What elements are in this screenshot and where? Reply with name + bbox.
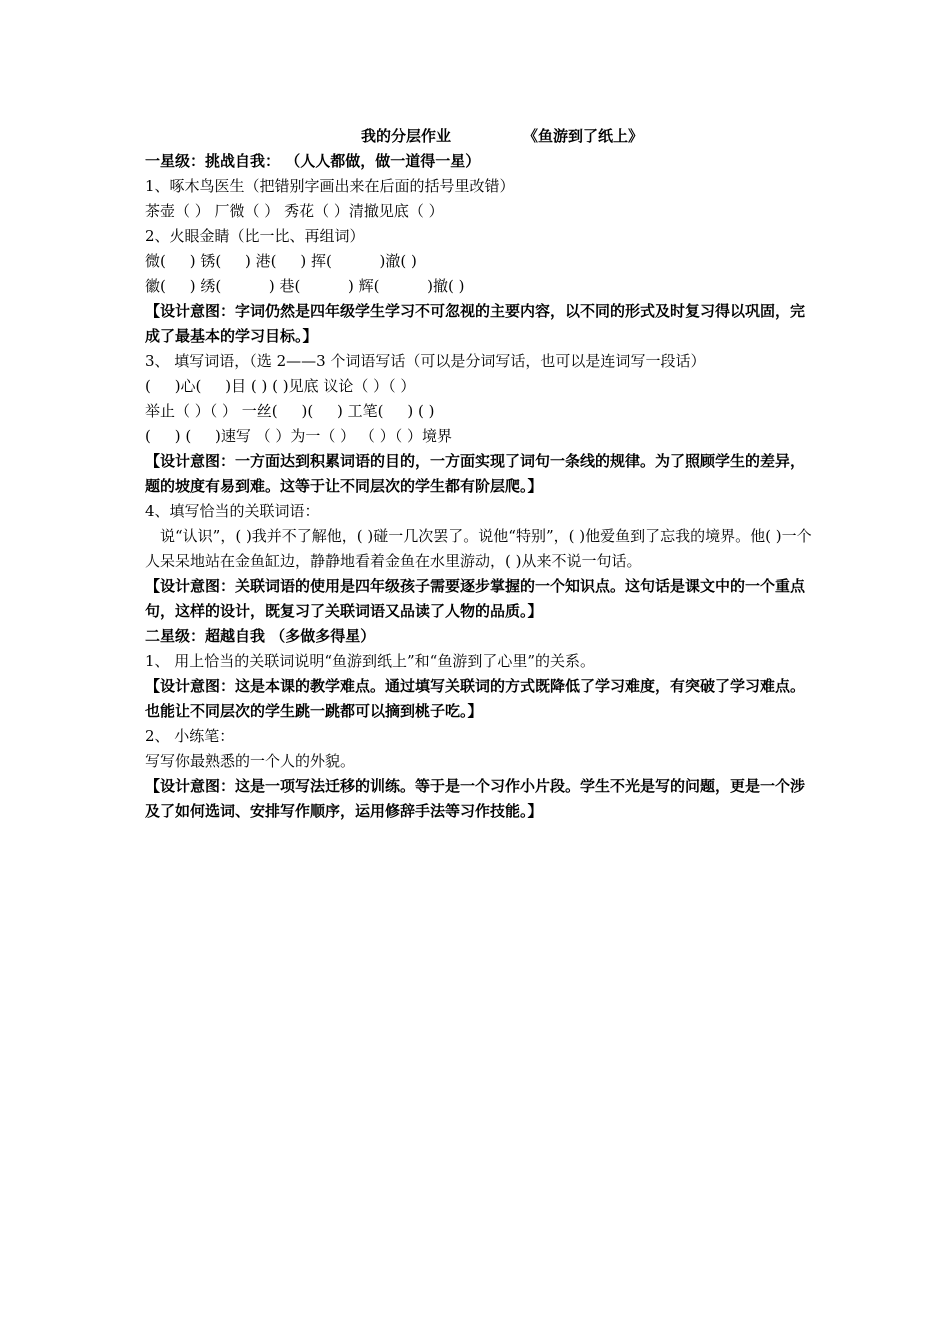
q3-line1: ( )心( )目 ( ) ( )见底 议论（ ）（ ） <box>145 377 416 395</box>
q2-prompt: 2、火眼金睛（比一比、再组词） <box>145 227 365 245</box>
title-main: 我的分层作业 <box>361 127 452 145</box>
q2-line1: 微( ) 锈( ) 港( ) 挥( )澈( ) <box>145 252 417 270</box>
design-intent-1: 【设计意图：字词仍然是四年级学生学习不可忽视的主要内容，以不同的形式及时复习得以巩固，完成了最基本的学习目标。】 <box>145 302 806 345</box>
q3-line3: ( ) ( )速写 （ ）为一（ ） （ ）（ ）境界 <box>145 427 452 445</box>
q1-line: 茶壶（ ） 厂微（ ） 秀花（ ）清撤见底（ ） <box>145 202 444 220</box>
design-intent-2: 【设计意图：一方面达到积累词语的目的，一方面实现了词句一条线的规律。为了照顾学生的差异，题的坡度有易到难。这等于让不同层次的学生都有阶层爬。】 <box>145 452 806 495</box>
section1-heading: 一星级：挑战自我： （人人都做，做一道得一星） <box>145 152 481 170</box>
q4-prompt: 4、填写恰当的关联词语： <box>145 502 320 520</box>
page-title <box>145 124 813 149</box>
section2-heading: 二星级：超越自我 （多做多得星） <box>145 627 376 645</box>
document-page <box>145 124 813 824</box>
q2-line2: 徽( ) 绣( ) 巷( ) 辉( )撤( ) <box>145 277 465 295</box>
design-intent-4: 【设计意图：这是本课的教学难点。通过填写关联词的方式既降低了学习难度，有突破了学习难点。也能让不同层次的学生跳一跳都可以摘到桃子吃。】 <box>145 677 806 720</box>
q5-prompt: 1、 用上恰当的关联词说明“鱼游到纸上”和“鱼游到了心里”的关系。 <box>145 652 595 670</box>
q1-prompt: 1、啄木鸟医生（把错别字画出来在后面的括号里改错） <box>145 177 515 195</box>
q6-prompt: 2、 小练笔： <box>145 727 235 745</box>
design-intent-5: 【设计意图：这是一项写法迁移的训练。等于是一个习作小片段。学生不光是写的问题，更是一个涉及了如何选词、安排写作顺序，运用修辞手法等习作技能。】 <box>145 777 806 820</box>
q6-text: 写写你最熟悉的一个人的外貌。 <box>145 752 356 770</box>
q3-prompt: 3、 填写词语，（选 2——3 个词语写话（可以是分词写话，也可以是连词写一段话） <box>145 352 706 370</box>
q4-text: 说“认识”，( )我并不了解他，( )碰一几次罢了。说他“特别”，( )他爱鱼到了忘我的境界。他( )一个人呆呆地站在金鱼缸边，静静地看着金鱼在水里游动，( )从来不说一句话。 <box>145 527 812 570</box>
q3-line2: 举止（ ）（ ） 一丝( )( ) 工笔( ) ( ) <box>145 402 435 420</box>
title-book: 《鱼游到了纸上》 <box>523 127 644 145</box>
design-intent-3: 【设计意图：关联词语的使用是四年级孩子需要逐步掌握的一个知识点。这句话是课文中的一个重点句，这样的设计，既复习了关联词语又品读了人物的品质。】 <box>145 577 806 620</box>
